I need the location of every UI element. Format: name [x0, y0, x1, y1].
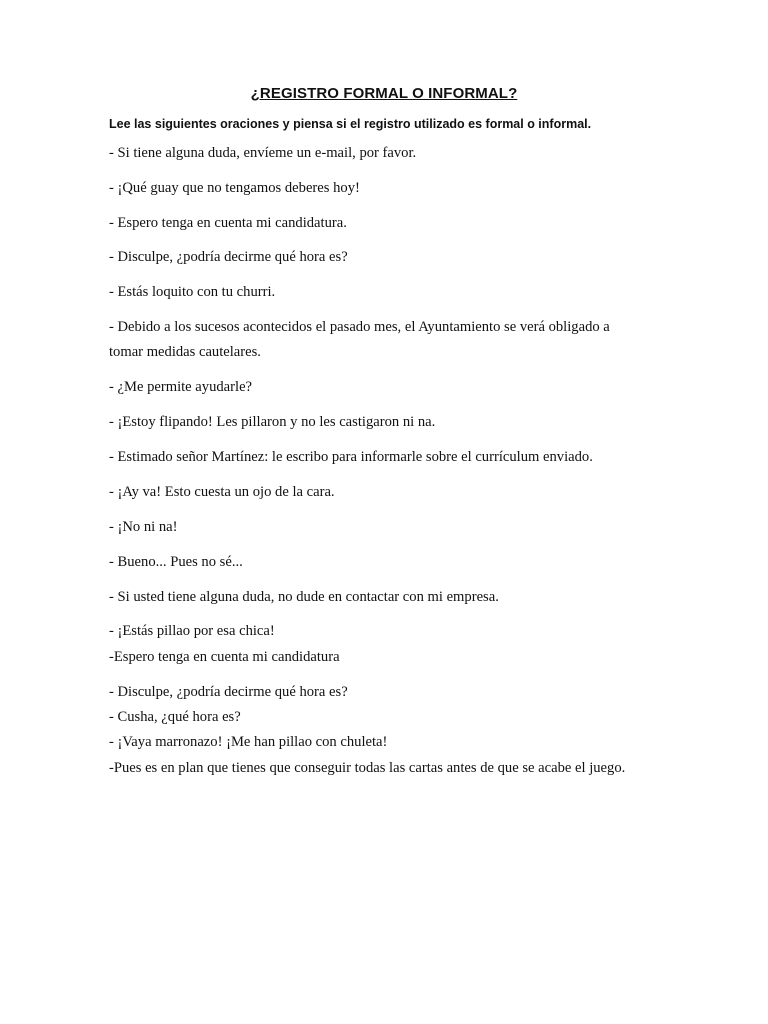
sentence-line: - Estás loquito con tu churri. — [109, 284, 276, 300]
sentence-line: - Debido a los sucesos acontecidos el pasado mes, el Ayuntamiento se verá obligado a — [109, 319, 610, 335]
sentence-line: - Bueno... Pues no sé... — [109, 554, 243, 570]
page-title: ¿REGISTRO FORMAL O INFORMAL? — [250, 85, 518, 102]
sentence-line: - Disculpe, ¿podría decirme qué hora es? — [109, 249, 348, 265]
sentence-line: - Espero tenga en cuenta mi candidatura. — [109, 215, 347, 231]
sentence-line: - Estimado señor Martínez: le escribo para informarle sobre el currículum enviado. — [109, 449, 593, 465]
sentence-line: - ¡Estás pillao por esa chica! — [109, 623, 275, 639]
sentence-line: - Disculpe, ¿podría decirme qué hora es? — [109, 684, 348, 700]
sentence-line: - ¡Qué guay que no tengamos deberes hoy! — [109, 180, 360, 196]
sentence-line: tomar medidas cautelares. — [109, 344, 261, 360]
sentence-line: - ¡Vaya marronazo! ¡Me han pillao con chuleta! — [109, 734, 388, 750]
instruction-text: Lee las siguientes oraciones y piensa si el registro utilizado es formal o informal. — [109, 117, 592, 131]
sentence-line: - Cusha, ¿qué hora es? — [109, 709, 241, 725]
sentence-line: - ¡Estoy flipando! Les pillaron y no les castigaron ni na. — [109, 414, 436, 430]
sentence-line: - ¡No ni na! — [109, 519, 178, 535]
sentence-line: - Si usted tiene alguna duda, no dude en contactar con mi empresa. — [109, 589, 499, 605]
sentence-line: - ¿Me permite ayudarle? — [109, 379, 253, 395]
sentence-line: - ¡Ay va! Esto cuesta un ojo de la cara. — [109, 484, 335, 500]
sentence-line: -Espero tenga en cuenta mi candidatura — [109, 649, 340, 665]
sentence-line: - Si tiene alguna duda, envíeme un e-mail, por favor. — [109, 145, 417, 161]
sentence-line: -Pues es en plan que tienes que conseguir todas las cartas antes de que se acabe el juego. — [109, 760, 626, 776]
